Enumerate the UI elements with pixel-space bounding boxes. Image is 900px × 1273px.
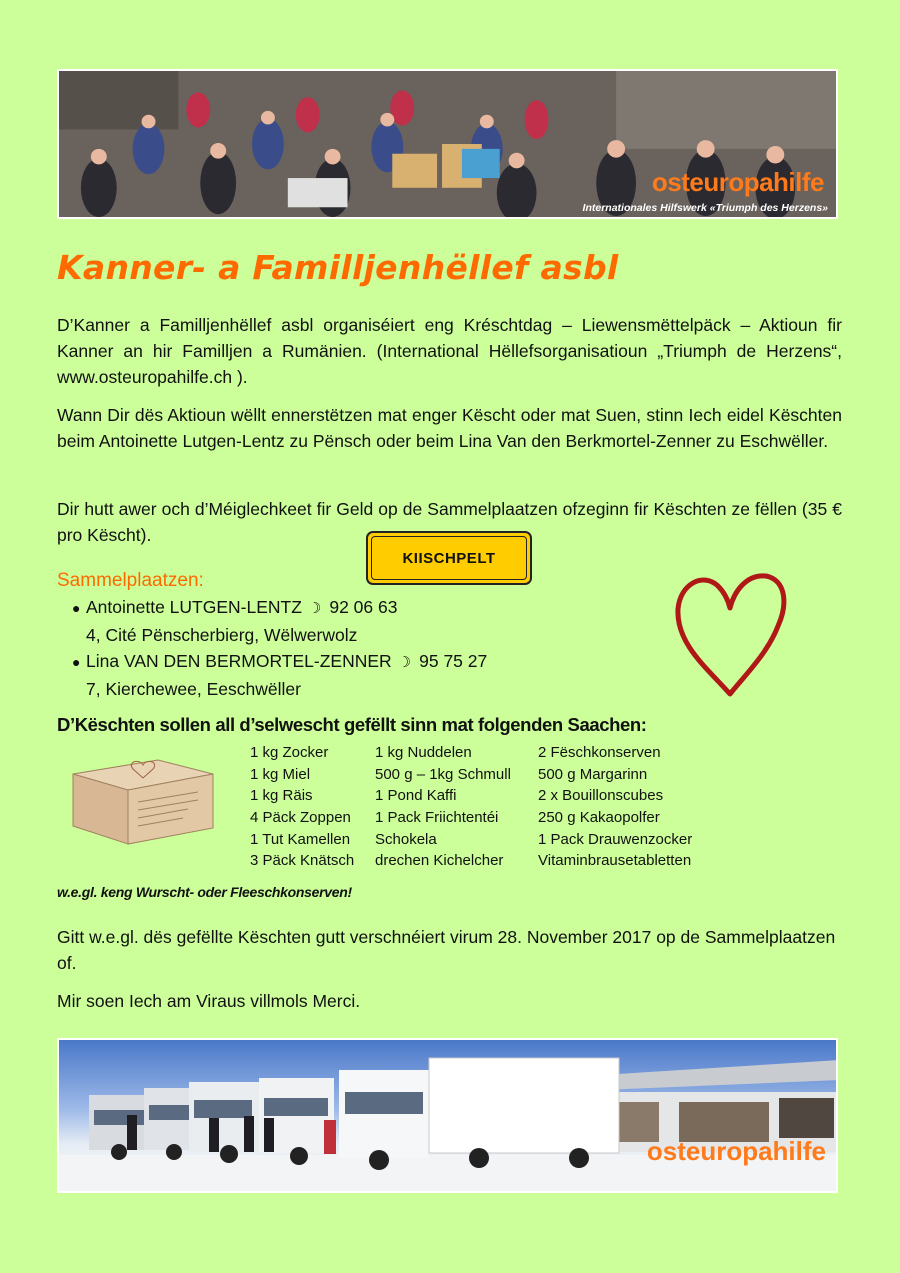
thanks-paragraph: Mir soen Iech am Viraus villmols Merci.: [57, 991, 361, 1011]
bottom-banner-photo: [57, 1038, 838, 1193]
list-item: 250 g Kakaopolfer: [538, 809, 660, 827]
list-item: 4 Päck Zoppen: [250, 809, 351, 827]
contact-phone: 95 75 27: [419, 651, 488, 671]
bullet-icon: ●: [72, 600, 81, 616]
bullet-icon: ●: [72, 654, 81, 670]
sammelplaatzen-heading: Sammelplaatzen:: [57, 570, 204, 591]
contents-heading: D’Këschten sollen all d’selwescht gefëllt sinn mat folgenden Saachen:: [57, 714, 647, 735]
sign-label: KIISCHPELT: [402, 549, 496, 567]
items-column-2: [375, 742, 511, 872]
contact-phone: 92 06 63: [329, 597, 398, 617]
items-column-3: [538, 742, 692, 872]
contact-address: 7, Kierchewee, Eeschwëller: [86, 679, 301, 699]
top-banner-photo: [57, 69, 838, 219]
page-title: Kanner- a Familljenhëllef asbl: [57, 248, 619, 287]
list-item: 1 Pond Kaffi: [375, 787, 457, 805]
list-item: 1 kg Räis: [250, 787, 313, 805]
contact-item: [72, 594, 397, 649]
banner-subtitle: Internationales Hilfswerk «Triumph des Herzens»: [582, 202, 828, 214]
box-icon: [63, 752, 218, 848]
heart-icon: [668, 564, 793, 704]
list-item: 500 g – 1kg Schmull: [375, 765, 511, 783]
list-item: 500 g Margarinn: [538, 765, 648, 783]
contact-item: [72, 648, 487, 703]
list-item: 2 Fëschkonserven: [538, 744, 661, 761]
list-item: 1 kg Zocker: [250, 744, 329, 761]
phone-icon: ☽: [307, 600, 322, 617]
list-item: 3 Päck Knätsch: [250, 852, 355, 870]
list-item: Vitaminbrausetabletten: [538, 852, 692, 870]
list-item: 1 kg Miel: [250, 765, 311, 783]
warning-note: w.e.gl. keng Wurscht- oder Fleeschkonserven!: [57, 884, 352, 900]
list-item: 2 x Bouillonscubes: [538, 787, 664, 805]
list-item: 1 Tut Kamellen: [250, 830, 351, 848]
list-item: 1 Pack Friichtentéi: [375, 809, 499, 827]
items-column-1: [250, 742, 354, 872]
phone-icon: ☽: [397, 654, 412, 671]
osteuropahilfe-logo: osteuropahilfe: [646, 1136, 826, 1166]
support-paragraph: Wann Dir dës Aktioun wëllt ennerstëtzen mat enger Këscht oder mat Suen, stinn Iech eidel Këschten beim Antoinette Lutgen-Lentz zu Pënsch oder beim Lina Van den Berkmortel-Zenner zu Eschwëller.: [57, 405, 842, 451]
contact-name: Antoinette LUTGEN-LENTZ: [86, 597, 302, 617]
trucks-photo: [59, 1040, 838, 1193]
list-item: 1 Pack Drauwenzocker: [538, 830, 693, 848]
kiischpelt-sign: [366, 531, 532, 585]
donation-paragraph: Dir hutt awer och d’Méiglechkeet fir Geld op de Sammelplaatzen ofzeginn fir Këschten ze fëllen (35 € pro Këscht).: [57, 499, 842, 545]
list-item: drechen Kichelcher: [375, 852, 504, 870]
list-item: Schokela: [375, 830, 437, 848]
contact-address: 4, Cité Pënscherbierg, Wëlwerwolz: [86, 625, 358, 645]
closing-paragraph: Gitt w.e.gl. dës gefëllte Këschten gutt verschnéiert virum 28. November 2017 op de Sammelplaatzen of.: [57, 927, 836, 973]
osteuropahilfe-logo: osteuropahilfe: [651, 167, 824, 197]
list-item: 1 kg Nuddelen: [375, 744, 472, 761]
contact-name: Lina VAN DEN BERMORTEL-ZENNER: [86, 651, 392, 671]
intro-paragraph: D’Kanner a Familljenhëllef asbl organiséiert eng Kréschtdag – Liewensmëttelpäck – Aktioun fir Kanner an hir Familljen a Rumänien. (International Hëllefsorganisatioun „Triumph de Herzens“, www.osteuropahilfe.ch ).: [57, 315, 842, 387]
